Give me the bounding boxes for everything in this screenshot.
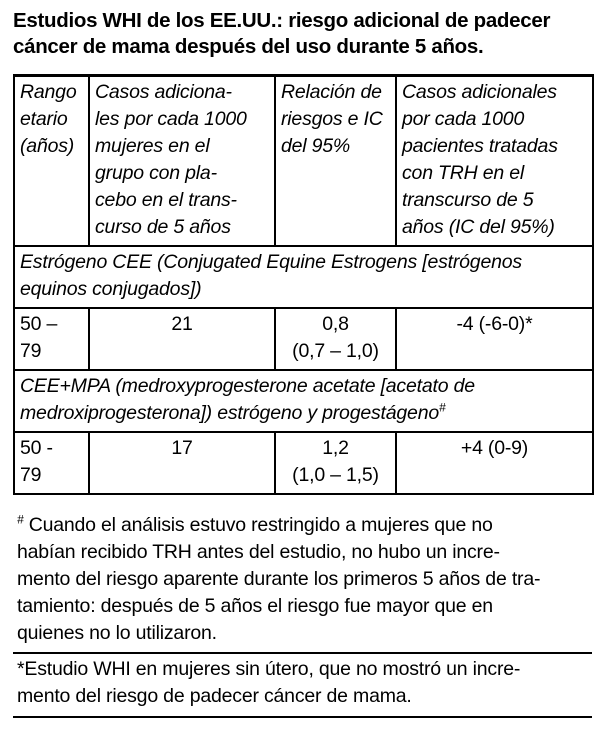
cell-age: 50 – 79	[14, 308, 89, 370]
cell-age: 50 - 79	[14, 432, 89, 494]
cell-extra-cases: +4 (0-9)	[396, 432, 593, 494]
header-placebo-cases: Casos adiciona- les por cada 1000 mujeres en el grupo con pla- cebo en el trans- curso de 5 años	[89, 76, 275, 247]
cell-risk-ratio: 0,8 (0,7 – 1,0)	[275, 308, 396, 370]
group-label-row	[14, 370, 593, 432]
risk-table	[13, 74, 594, 495]
cell-placebo-cases: 17	[89, 432, 275, 494]
cell-risk-ratio: 1,2 (1,0 – 1,5)	[275, 432, 396, 494]
group-label-row	[14, 246, 593, 308]
divider	[13, 716, 592, 718]
divider	[13, 652, 592, 654]
footnote-hash: # Cuando el análisis estuvo restringido a mujeres que no habían recibido TRH antes del estudio, no hubo un incre- mento del riesgo aparente durante los primeros 5 años de tra- tamiento: después de 5 años el riesgo fue mayor que en quienes no lo utilizaron.	[17, 512, 541, 644]
header-age-range: Rango etario (años)	[14, 76, 89, 247]
footnote-marker: #	[438, 400, 446, 415]
table-header-row	[14, 76, 593, 247]
footnote-star: *Estudio WHI en mujeres sin útero, que no mostró un incre- mento del riesgo de padecer cáncer de mama.	[17, 658, 521, 707]
title-line: Estudios WHI de los EE.UU.: riesgo adicional de padecer	[13, 9, 551, 32]
header-extra-cases: Casos adicionales por cada 1000 pacientes tratadas con TRH en el transcurso de 5 años (IC del 95%)	[396, 76, 593, 247]
table-title	[13, 8, 593, 60]
group-label-cee: Estrógeno CEE (Conjugated Equine Estrogens [estrógenos equinos conjugados])	[14, 246, 593, 308]
header-risk-ratio: Relación de riesgos e IC del 95%	[275, 76, 396, 247]
table-row	[14, 308, 593, 370]
group-label-cee-mpa: CEE+MPA (medroxyprogesterone acetate [acetato de medroxiprogesterona]) estrógeno y progestágeno#	[14, 370, 593, 432]
cell-extra-cases: -4 (-6-0)*	[396, 308, 593, 370]
footnote-marker: #	[17, 512, 24, 527]
title-line: cáncer de mama después del uso durante 5 años.	[13, 35, 484, 58]
table-row	[14, 432, 593, 494]
cell-placebo-cases: 21	[89, 308, 275, 370]
